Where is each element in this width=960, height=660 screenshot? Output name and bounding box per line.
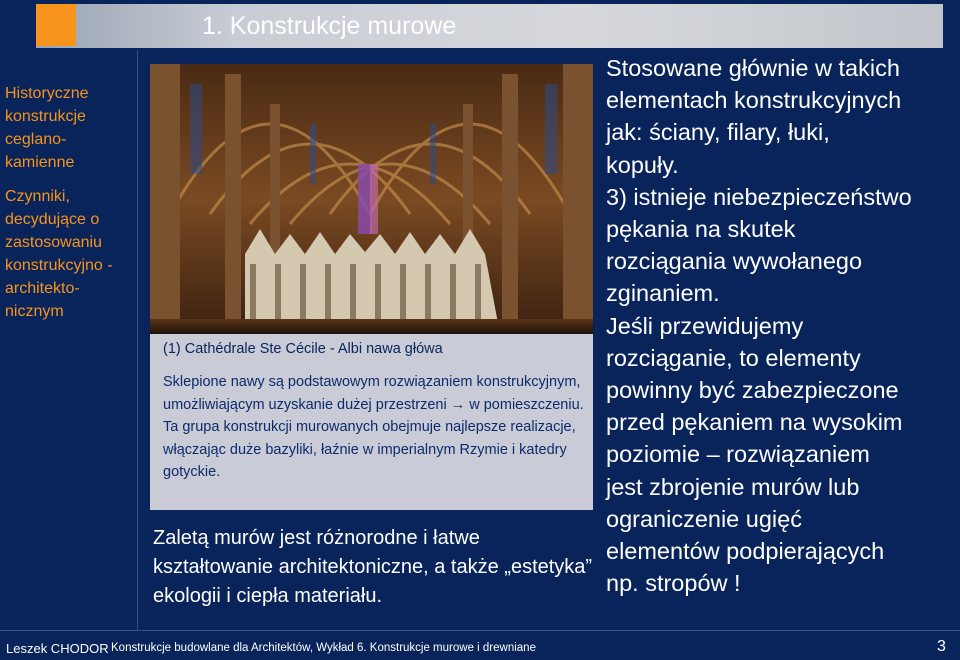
advantages-text: Zaletą murów jest różnorodne i łatwe kształtowanie architektoniczne, a także „estetyka” ekologii i ciepła materiału. (153, 527, 593, 607)
right-line: Stosowane głównie w takich (606, 55, 900, 81)
figure-description-part-2: w pomieszczeniu. Ta grupa konstrukcji murowanych obejmuje najlepsze realizacje, włączając duże bazyliki, łaźnie w imperialnym Rzymie i katedry gotyckie. (163, 396, 584, 480)
sidebar-item-factors[interactable]: Czynniki, decydujące o zastosowaniu konstrukcyjno -architekto-nicznym (5, 188, 113, 320)
right-line: przed pękaniem na wysokim (606, 409, 903, 436)
right-line: jest zbrojenie murów lub (606, 473, 860, 500)
right-line: elementów podpierających (606, 538, 885, 565)
right-line: kopuły. (606, 151, 679, 178)
right-line: Jeśli przewidujemy (606, 312, 804, 339)
right-line: pękania na skutek (606, 216, 796, 243)
cathedral-nave-photo (150, 64, 593, 334)
figure-caption: (1) Cathédrale Ste Cécile - Albi nawa główa (163, 341, 443, 357)
right-line: rozciągania wywołanego (606, 248, 863, 275)
right-line: rozciąganie, to elementy (606, 344, 861, 371)
right-line: powinny być zabezpieczone (606, 377, 899, 404)
right-line: ograniczenie ugięć (606, 505, 802, 532)
right-column-text (606, 52, 960, 599)
right-line: 3) istnieje niebezpieczeństwo (606, 183, 912, 210)
page-number: 3 (937, 638, 946, 655)
sidebar-item-historical[interactable]: Historyczne konstrukcje ceglano-kamienne (5, 85, 89, 171)
figure-description (163, 371, 588, 484)
figure-description-part-1: Sklepione nawy są podstawowym rozwiązaniem konstrukcyjnym, umożliwiającym uzyskanie dużej przestrzeni (163, 374, 581, 413)
right-line: poziomie – rozwiązaniem (606, 441, 870, 468)
right-line: jak: ściany, filary, łuki, (606, 119, 830, 146)
slide-title: 1. Konstrukcje murowe (202, 12, 457, 40)
footer-author: Leszek CHODOR (6, 641, 109, 656)
title-bar (36, 4, 943, 48)
right-line: elementach konstrukcyjnych (606, 87, 902, 114)
sidebar-divider (137, 50, 138, 630)
footer-course: Konstrukcje budowlane dla Architektów, Wykład 6. Konstrukcje murowe i drewniane (111, 642, 536, 654)
right-line: zginaniem. (606, 280, 720, 307)
arrow-right-icon: → (450, 396, 466, 413)
title-accent-block (36, 4, 76, 46)
right-line: np. stropów ! (606, 570, 741, 597)
